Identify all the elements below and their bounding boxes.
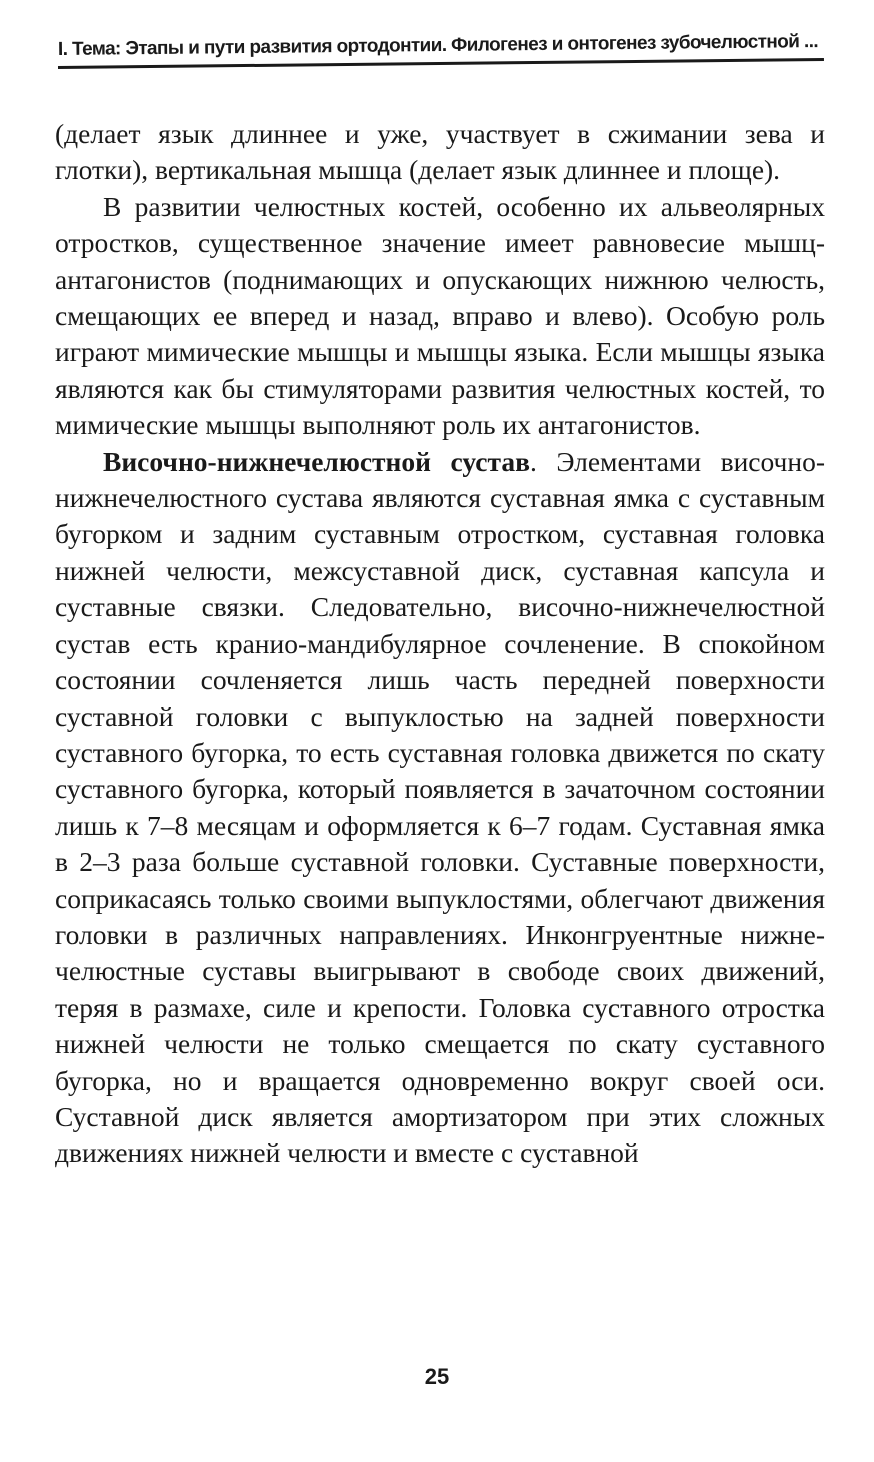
paragraph-3 bbox=[55, 444, 825, 1172]
paragraph-2: В развитии челюстных костей, особенно их альвеолярных отростков, существенное значение имеет равновесие мышц-антагонистов (поднимающих и опускающих нижнюю челюсть, смещающих ее вперед и назад, вправо и влево). Особую роль играют мимические мышцы и мышцы языка. Если мышцы языка являются как бы стимуляторами развития челюстных костей, то мимические мышцы выполняют роль их антагонистов. bbox=[55, 190, 825, 441]
body-text bbox=[55, 116, 825, 1172]
paragraph-1: (делает язык длиннее и уже, участвует в сжимании зева и глотки), вертикальная мышца (делает язык длиннее и площе). bbox=[55, 118, 825, 186]
paragraph-3-text: . Элементами височнонижнечелюстного сустава являются суставная ямка с суставным бугорком и задним суставным отростком, суставная головка нижней челюсти, межсуставной диск, суставная капсула и суставные связки. Следовательно, височно-нижнечелюстной сустав есть кранио-мандибулярное сочленение. В спокойном состоянии сочленяется лишь часть передней поверхности суставной головки с выпуклостью на задней поверхности суставного бугорка, то есть суставная головка движется по скату суставного бугорка, который появляется в зачаточном состоянии лишь к 7–8 месяцам и оформляется к 6–7 годам. Суставная ямка в 2–3 раза больше суставной головки. Суставные поверхности, соприкасаясь только своими выпуклостями, облегчают движения головки в различных направлениях. Инконгруентные нижнечелюстные суставы выигрывают в свободе своих движений, теряя в размахе, силе и крепости. Головка суставного отростка нижней челюсти не только смещается по скату суставного бугорка, но и вращается одновременно вокруг своей оси. Суставной диск является амортизатором при этих сложных движениях нижней челюсти и вместе с суставной bbox=[55, 445, 826, 1169]
page-number: 25 bbox=[424, 1364, 450, 1389]
running-header: I. Тема: Этапы и пути развития ортодонтии. Филогенез и онтогенез зубочелюстной ... bbox=[57, 31, 819, 60]
term-tmj: Височно-нижнечелюстной сустав bbox=[103, 445, 530, 477]
